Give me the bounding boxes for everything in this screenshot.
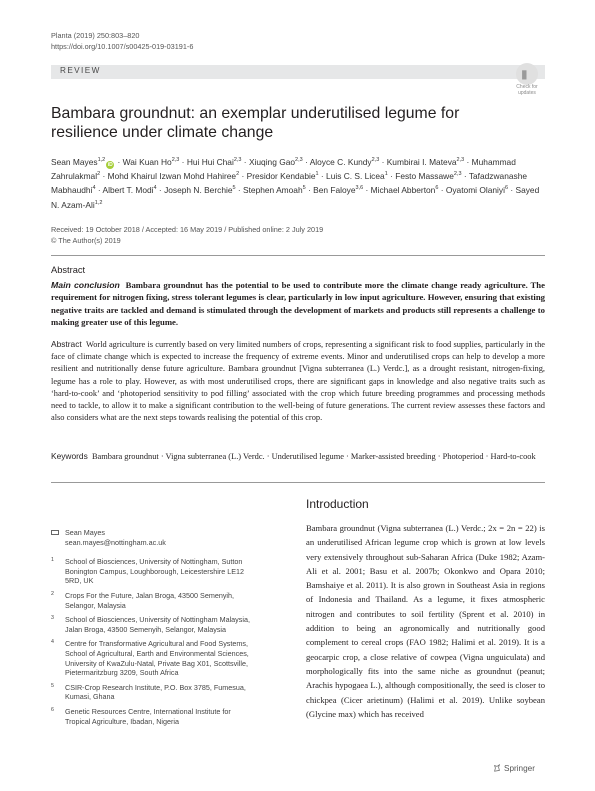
affiliation-list xyxy=(51,557,256,726)
author[interactable]: Sayed N. Azam-Ali xyxy=(51,185,540,210)
keywords xyxy=(51,450,545,464)
affiliation-number: 3 xyxy=(51,615,54,622)
author-affiliation-marker: 2 xyxy=(236,171,240,178)
author-affiliation-marker: 2,3 xyxy=(456,157,465,164)
affiliation-number: 6 xyxy=(51,706,54,713)
main-conclusion xyxy=(51,279,545,328)
author-affiliation-marker: 5 xyxy=(232,185,236,192)
affiliation-text: School of Biosciences, University of Nottingham Malaysia, Jalan Broga, 43500 Semenyih, Selangor, Malaysia xyxy=(65,615,250,634)
author[interactable]: Ben Faloye xyxy=(313,185,356,196)
author[interactable]: Luis C. S. Licea xyxy=(326,171,385,182)
author-affiliation-marker: 2 xyxy=(97,171,101,178)
affiliation xyxy=(51,591,256,610)
abstract-heading: Abstract xyxy=(51,265,86,275)
article-title: Bambara groundnut: an exemplar underutilised legume for resilience under climate change xyxy=(51,105,460,141)
author-affiliation-marker: 2,3 xyxy=(295,157,303,164)
main-conclusion-label: Main conclusion xyxy=(51,280,120,290)
author-affiliation-marker: 2,3 xyxy=(371,157,380,164)
author-affiliation-marker: 2,3 xyxy=(171,157,180,164)
abstract-label: Abstract xyxy=(51,339,82,349)
abstract-text: World agriculture is currently based on very limited numbers of crops, representing a significant risk to food supplies, particularly in the face of climate change which is expected to increase the frequency of extreme events. Minor and underutilised crops can help to develop a more resilient and nutritionally dense future agriculture. Bambara groundnut [Vigna subterranea (L.) Verdc.], as a drought resistant, nitrogen-fixing, legume has a role to play. However, as with most underutilised crops, there are significant gaps in knowledge and also negative traits such as ‘hard-to-cook’ and ‘photoperiod sensitivity to pod filling’ associated with the crop which future breeding programmes and processing methods need to tackle, to allow it to make a significant contribution to the well-being of future generations. The current review assesses these factors and also considers what are the next steps towards realising the potential of this crop. xyxy=(51,340,545,423)
check-for-updates-badge[interactable] xyxy=(511,63,543,95)
affiliation-text: Genetic Resources Centre, International Institute for Tropical Agriculture, Ibadan, Nigeria xyxy=(65,706,231,726)
author-list: Sean Mayes$^{1,2}$iD · Wai Kuan Ho$^{2,3}$ · Hui Hui Chai$^{2,3}$ · Xiuqing Gao$^{2,3}$ · Aloyce C. Kundy$^{2,3}$ · Kumbirai I. Mateva$^{2,3}$ · Muhammad Zahrulakmal$^2$ · Mohd Khairul Izwan Mohd Hahiree$^2$ · Presidor Kendabie$^1$ · Luis C. S. Licea$^1$ · Festo Massawe$^{2,3}$ · Tafadzwanashe Mabhaudhi$^4$ · Albert T. Modi$^4$ · Joseph N. Berchie$^5$ · Stephen Amoah$^5$ · Ben Faloye$^{3,6}$ · Michael Abberton$^6$ · Oyatomi Olaniyi$^6$ · Sayed N. Azam-Ali$^{1,2}$ xyxy=(51,157,540,210)
publication-dates xyxy=(51,225,323,246)
affiliation xyxy=(51,557,256,586)
author[interactable]: Tafadzwanashe Mabhaudhi xyxy=(51,171,528,196)
corresponding-author xyxy=(51,528,256,547)
contact-email[interactable]: sean.mayes@nottingham.ac.uk xyxy=(65,537,166,547)
main-conclusion-text: Bambara groundnut has the potential to be used to contribute more the climate change ready agriculture. The requirement for nitrogen fixing, stress tolerant legumes is clear, particularly in low input agriculture. However, ensuring that existing negative traits are tackled and demand is stimulated through the development of markets and products still represents a challenge to making greater use of this legume. xyxy=(51,280,545,327)
doi-link[interactable]: https://doi.org/10.1007/s00425-019-03191-6 xyxy=(51,41,194,51)
author[interactable]: Joseph N. Berchie xyxy=(164,185,233,196)
author[interactable]: Michael Abberton xyxy=(370,185,436,196)
affiliation-text: CSIR-Crop Research Institute, P.O. Box 3785, Fumesua, Kumasi, Ghana xyxy=(65,682,246,702)
author[interactable]: Sean Mayes xyxy=(51,157,98,167)
keywords-text: Bambara groundnut · Vigna subterranea (L.) Verdc. · Underutilised legume · Marker-assisted breeding · Photoperiod · Hard-to-cook xyxy=(91,452,536,461)
bookmark-icon: ▮ xyxy=(521,67,528,81)
author-affiliation-marker: 4 xyxy=(153,185,157,192)
author[interactable]: Hui Hui Chai xyxy=(186,157,234,167)
affiliation-number: 4 xyxy=(51,639,54,646)
affiliation xyxy=(51,615,256,634)
copyright: © The Author(s) 2019 xyxy=(51,235,121,245)
author[interactable]: Mohd Khairul Izwan Mohd Hahiree xyxy=(107,171,237,182)
publisher-name: Springer xyxy=(504,764,535,773)
author-affiliation-marker: 2,3 xyxy=(453,171,462,178)
author-affiliation-marker: 2,3 xyxy=(233,157,242,164)
author-affiliation-marker: 6 xyxy=(435,185,439,192)
divider xyxy=(51,255,545,256)
section-bar xyxy=(51,65,545,79)
journal-citation: Planta (2019) 250:803–820 xyxy=(51,31,140,40)
author-affiliation-marker: 5 xyxy=(302,185,306,192)
author[interactable]: Oyatomi Olaniyi xyxy=(445,185,505,196)
affiliation-number: 5 xyxy=(51,682,54,689)
author-affiliation-marker: 6 xyxy=(504,185,509,192)
history-dates: Received: 19 October 2018 / Accepted: 16 May 2019 / Published online: 2 July 2019 xyxy=(51,225,324,234)
affiliation-number: 1 xyxy=(51,557,54,564)
author[interactable]: Stephen Amoah xyxy=(243,185,303,196)
author[interactable]: Aloyce C. Kundy xyxy=(309,157,372,167)
introduction-text: Bambara groundnut (Vigna subterranea (L.) Verdc.; 2x = 2n = 22) is an underutilised African legume crop which is grown at low levels very extensively throughout sub-Saharan Africa (Duke 1982; Azam-Ali et al. 2001; Basu et al. 2007b; Okonkwo and Opara 2010; Bamshaiye et al. 2011). It is also grown in Southeast Asia in regions of Indonesia and Thailand. As a legume, it fixes atmospheric nitrogen and contributes to soil fertility (Sprent et al. 2010) in addition to being an agronomically and nutritionally good complement to cereal crops (FAO 1982; Halimi et al. 2019). It is a geocarpic crop, a close relative of cowpea (Vigna unguiculata) and morphologically fits into the same niche as groundnut (peanut; Arachis hypogaea L.), although compositionally, the seed is closer to chickpea (Cicer arietinum) (Halimi et al. 2019). Unlike soybean (Glycine max) which has received xyxy=(306,523,545,719)
author-affiliation-marker: 1,2 xyxy=(94,199,103,206)
section-label: REVIEW xyxy=(60,66,101,75)
author[interactable]: Xiuqing Gao xyxy=(248,157,296,167)
author[interactable]: Muhammad Zahrulakmal xyxy=(51,157,516,182)
affiliation-number: 2 xyxy=(51,590,54,597)
check-for-updates-label: Check for updates xyxy=(516,84,538,96)
affiliation xyxy=(51,639,256,677)
author[interactable]: Kumbirai I. Mateva xyxy=(386,157,457,167)
author[interactable]: Wai Kuan Ho xyxy=(122,157,172,167)
affiliation-text: School of Biosciences, University of Nottingham, Sutton Bonington Campus, Loughborough, Leicestershire LE12 5RD, UK xyxy=(65,557,245,586)
envelope-icon xyxy=(51,530,59,535)
abstract-body xyxy=(51,338,545,424)
author-affiliation-marker: 1 xyxy=(315,171,319,178)
affiliation-text: Crops For the Future, Jalan Broga, 43500 Semenyih, Selangor, Malaysia xyxy=(65,590,234,610)
orcid-icon[interactable]: iD xyxy=(107,162,113,168)
journal-info xyxy=(51,31,193,52)
keywords-label: Keywords xyxy=(51,451,88,461)
footnotes xyxy=(51,528,256,731)
contact-name: Sean Mayes xyxy=(65,528,105,537)
author-affiliation-marker: 1,2 xyxy=(97,157,106,164)
springer-horse-icon xyxy=(493,764,501,772)
author-affiliation-marker: 1 xyxy=(384,171,388,178)
author-affiliation-marker: 4 xyxy=(92,185,96,192)
affiliation xyxy=(51,707,256,726)
author[interactable]: Presidor Kendabie xyxy=(246,171,316,182)
author[interactable]: Festo Massawe xyxy=(395,171,454,182)
publisher-footer xyxy=(493,764,535,773)
author[interactable]: Albert T. Modi xyxy=(102,185,154,196)
affiliation xyxy=(51,683,256,702)
introduction-heading: Introduction xyxy=(306,497,369,511)
affiliation-text: Centre for Transformative Agricultural and Food Systems, School of Agricultural, Earth and Environmental Sciences, University of KwaZulu-Natal, Private Bag X01, Scottsville, Pietermaritzburg 3209, South Africa xyxy=(65,639,249,678)
author-affiliation-marker: 3,6 xyxy=(355,185,364,192)
divider xyxy=(51,482,545,483)
